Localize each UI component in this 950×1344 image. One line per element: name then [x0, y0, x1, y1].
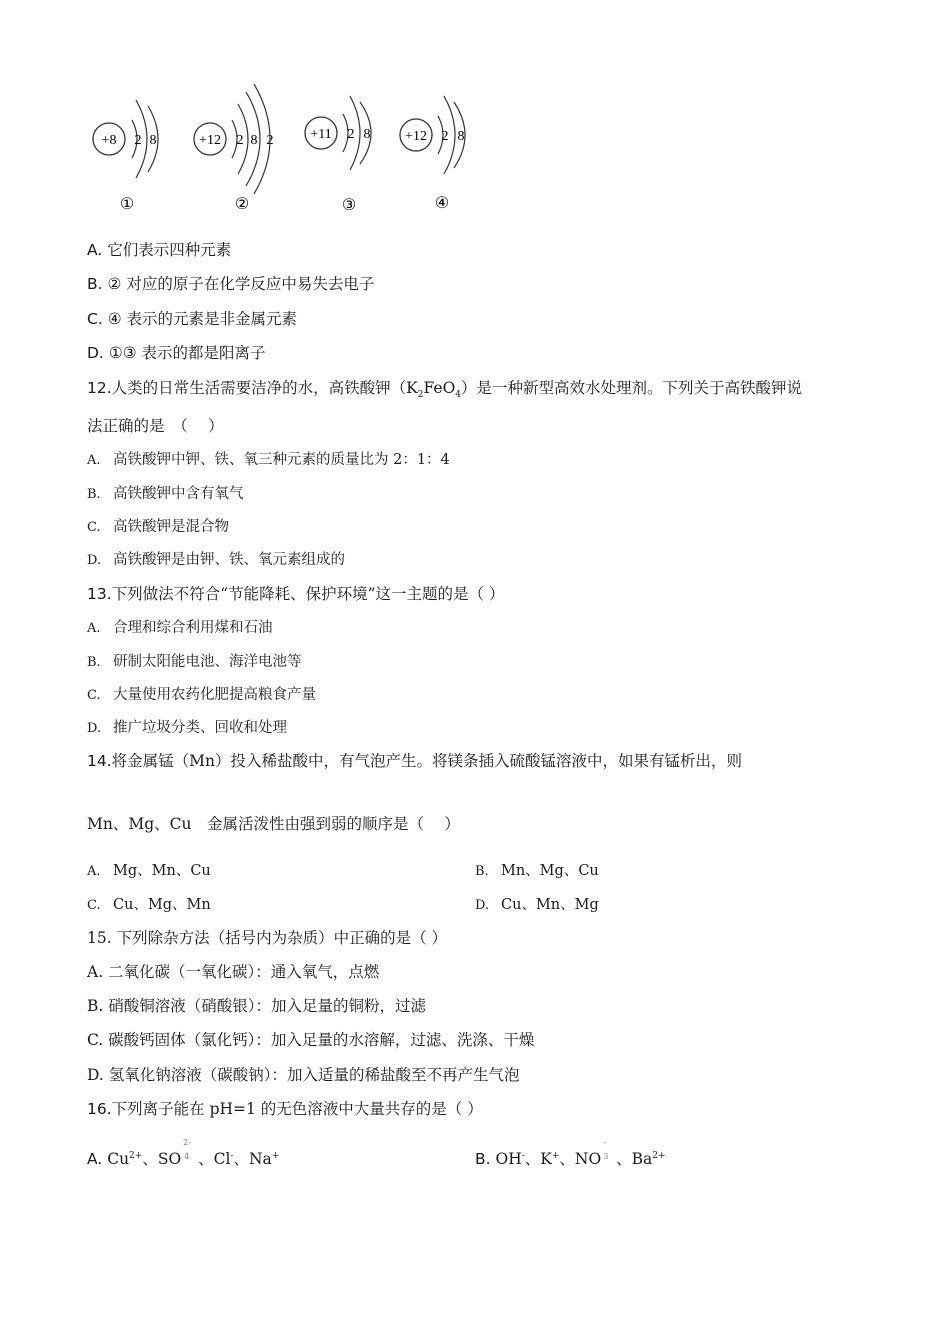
q15-option-c: C. 碳酸钙固体（氯化钙）：加入足量的水溶解，过滤、洗涤、干燥 — [87, 1031, 535, 1049]
atom-diagram-3 — [305, 96, 371, 214]
q12-stem-part3: ）是一种新型高效水处理剂。下列关于高铁酸钾说 — [461, 379, 803, 397]
q16-number: 16. — [87, 1100, 112, 1118]
atom-diagram-4 — [400, 96, 465, 212]
q11-option-a-text: 它们表示四种元素 — [107, 241, 232, 259]
q11-option-d — [87, 343, 266, 363]
q11-option-b-letter: B. — [87, 275, 103, 293]
q15-option-d: D. 氢氧化钠溶液（碳酸钠）：加入适量的稀盐酸至不再产生气泡 — [87, 1066, 520, 1084]
q16-option-b — [475, 1138, 666, 1169]
atom-diagram-2 — [194, 84, 274, 213]
q11-option-c-letter: C. — [87, 310, 103, 328]
q11-option-a-letter: A. — [87, 241, 103, 259]
q14-stem-text: 将金属锰（Mn）投入稀盐酸中，有气泡产生。将镁条插入硫酸锰溶液中，如果有锰析出，则 — [111, 752, 743, 770]
q12-option-d-letter: D. — [87, 553, 102, 568]
q16-oh-charge: - — [521, 1151, 525, 1161]
q11-option-b-text: ② 对应的原子在化学反应中易失去电子 — [107, 275, 375, 293]
atom-2-label: ② — [234, 194, 250, 213]
atom-4-label: ④ — [434, 193, 450, 212]
q12-option-b — [87, 484, 244, 505]
q12-formula-sub-2: 4 — [455, 390, 462, 401]
q16-ba-charge: 2+ — [652, 1151, 666, 1161]
q15-option-a: A. 二氧化碳（一氧化碳）：通入氧气，点燃 — [87, 963, 380, 981]
atom-1-shell-1: 2 — [134, 133, 142, 148]
q12-number: 12. — [87, 379, 112, 397]
q14-option-d-letter: D. — [475, 898, 490, 913]
q12-option-c-letter: C. — [87, 520, 101, 535]
q12-option-d — [87, 550, 345, 571]
atom-2-shell-2: 8 — [250, 133, 258, 148]
q16-cu-charge: 2+ — [129, 1151, 143, 1161]
q14-number: 14. — [87, 752, 112, 770]
q13-option-b-text: 研制太阳能电池、海洋电池等 — [113, 654, 302, 670]
q15-option-b: B. 硝酸铜溶液（硝酸银）：加入足量的铜粉，过滤 — [87, 997, 426, 1015]
q14-option-c-text: Cu、Mg、Mn — [113, 897, 211, 913]
atom-diagram-1 — [93, 100, 158, 213]
q14-option-a-text: Mg、Mn、Cu — [113, 863, 211, 879]
q14-option-b-text: Mn、Mg、Cu — [501, 863, 599, 879]
q13-option-d — [87, 718, 287, 739]
q16-stem — [87, 1099, 483, 1119]
q16-ion-cu: Cu — [107, 1150, 130, 1169]
atom-1-label: ① — [119, 194, 135, 213]
atom-1-nucleus: +8 — [101, 133, 117, 148]
q12-option-b-letter: B. — [87, 487, 101, 502]
q13-number: 13. — [87, 585, 112, 603]
q11-option-c-text: ④ 表示的元素是非金属元素 — [107, 310, 298, 328]
q14-stem — [87, 751, 742, 771]
q13-stem — [87, 584, 504, 604]
q12-option-a-letter: A. — [87, 453, 101, 468]
q13-option-a — [87, 618, 273, 639]
q16-option-b-letter: B. — [475, 1150, 491, 1169]
q16-ion-no3: 、NO — [559, 1150, 602, 1169]
q11-option-a — [87, 240, 231, 260]
q16-ion-na: 、Na — [233, 1150, 272, 1169]
q13-option-a-text: 合理和综合利用煤和石油 — [113, 620, 273, 636]
q14-option-d-text: Cu、Mn、Mg — [501, 897, 599, 913]
atom-2-shell-3: 2 — [266, 133, 274, 148]
q13-option-d-letter: D. — [87, 721, 102, 736]
atom-3-shell-1: 2 — [347, 127, 355, 142]
q12-stem-part2: FeO — [423, 379, 456, 397]
q12-stem-part1: 人类的日常生活需要洁净的水，高铁酸钾（K — [111, 379, 418, 397]
q13-option-c — [87, 685, 316, 706]
q11-option-d-text: ①③ 表示的都是阳离子 — [108, 344, 266, 362]
q12-option-c-text: 高铁酸钾是混合物 — [113, 519, 229, 535]
q15-stem: 15. 下列除杂方法（括号内为杂质）中正确的是（ ） — [87, 929, 448, 947]
q16-ion-ba: 、Ba — [611, 1150, 653, 1169]
q13-stem-text: 下列做法不符合“节能降耗、保护环境”这一主题的是（ ） — [111, 585, 505, 603]
q16-k-charge: + — [551, 1151, 560, 1161]
q14-option-b — [475, 861, 599, 882]
q14-option-d — [475, 895, 599, 916]
atom-3-label: ③ — [341, 195, 357, 214]
q13-option-c-letter: C. — [87, 688, 101, 703]
q14-option-c — [87, 895, 211, 916]
q14-option-c-letter: C. — [87, 898, 101, 913]
atom-3-shell-2: 8 — [363, 127, 371, 142]
q14-option-a-letter: A. — [87, 864, 101, 879]
q16-option-a-letter: A. — [87, 1150, 103, 1169]
q13-option-b — [87, 652, 302, 673]
q12-option-b-text: 高铁酸钾中含有氧气 — [113, 486, 244, 502]
atom-3-nucleus: +11 — [310, 127, 332, 142]
q12-option-c — [87, 517, 229, 538]
q12-formula-sub-1: 2 — [417, 390, 424, 401]
q16-no3-subscript: 3 — [603, 1152, 609, 1161]
q16-ion-oh: OH — [495, 1150, 522, 1169]
q14-stem-line2: Mn、Mg、Cu 金属活泼性由强到弱的顺序是（ ） — [87, 815, 460, 833]
q14-option-a — [87, 861, 211, 882]
q16-ion-k: 、K — [524, 1150, 552, 1169]
q16-stem-text: 下列离子能在 pH=1 的无色溶液中大量共存的是（ ） — [111, 1100, 483, 1118]
q16-option-a — [87, 1138, 280, 1169]
q13-option-c-text: 大量使用农药化肥提高粮食产量 — [113, 687, 316, 703]
q16-ion-cl: 、Cl — [193, 1150, 231, 1169]
q16-na-charge: + — [271, 1151, 280, 1161]
q16-so4-subscript: 4 — [184, 1152, 190, 1161]
atom-2-shell-1: 2 — [236, 133, 244, 148]
atom-4-shell-1: 2 — [441, 129, 449, 144]
q13-option-b-letter: B. — [87, 655, 101, 670]
atom-4-nucleus: +12 — [405, 129, 427, 144]
q16-cl-charge: - — [230, 1151, 234, 1161]
atom-2-nucleus: +12 — [199, 133, 221, 148]
q14-option-b-letter: B. — [475, 864, 489, 879]
q11-option-b — [87, 274, 374, 294]
q12-option-a-text: 高铁酸钾中钾、铁、氧三种元素的质量比为 2：1：4 — [113, 452, 450, 468]
q12-stem-line2: 法正确的是 （ ） — [87, 417, 224, 435]
q11-option-c — [87, 309, 297, 329]
q16-so4-charge: 2- — [183, 1138, 191, 1147]
q16-ion-so4: 、SO — [142, 1150, 182, 1169]
q13-option-d-text: 推广垃圾分类、回收和处理 — [113, 720, 287, 736]
q12-option-d-text: 高铁酸钾是由钾、铁、氧元素组成的 — [113, 552, 345, 568]
q16-no3-charge: - — [603, 1138, 606, 1147]
q12-option-a — [87, 450, 450, 471]
atom-1-shell-2: 8 — [149, 133, 157, 148]
atom-structure-diagram — [86, 82, 486, 222]
q13-option-a-letter: A. — [87, 621, 101, 636]
q11-option-d-letter: D. — [87, 344, 104, 362]
q12-stem — [87, 378, 802, 405]
atom-4-shell-2: 8 — [457, 129, 465, 144]
